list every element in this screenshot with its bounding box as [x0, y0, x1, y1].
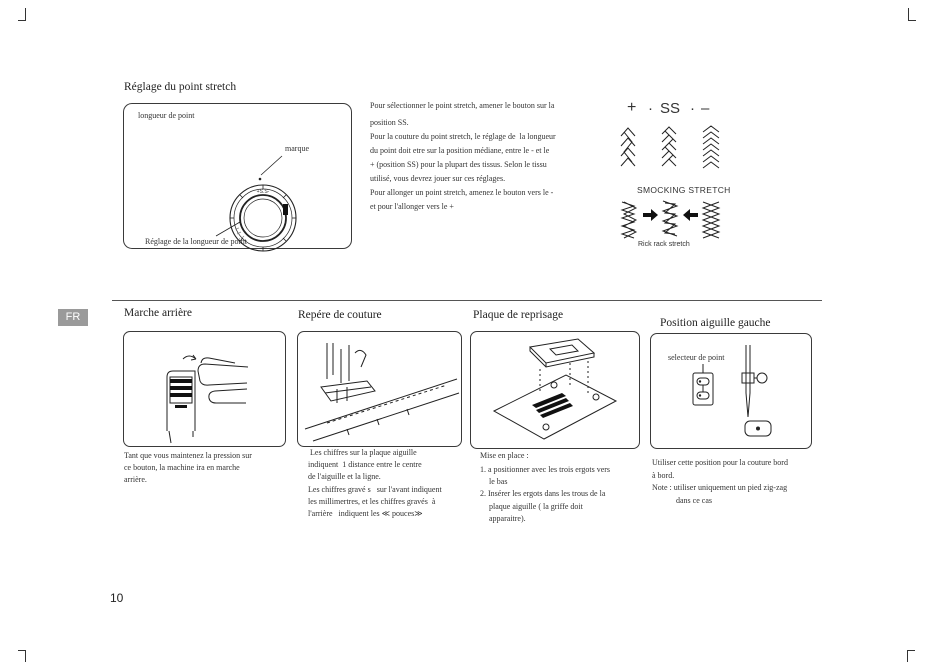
darning-plate-text-line: apparaitre). [489, 514, 526, 523]
darning-plate-figure [470, 331, 640, 449]
darning-plate-text-line: 2. Insérer les ergots dans les trous de la [480, 489, 606, 498]
feed-dog [532, 393, 573, 418]
plus-sign: + [627, 99, 637, 116]
crop-mark-top-left [25, 8, 26, 20]
minus-sign: – [701, 100, 710, 117]
left-needle-text-line: dans ce cas [676, 496, 712, 505]
stretch-paragraph-line: du point doit etre sur la position médiane, entre le - et le [370, 146, 550, 155]
label-stitch-length: longueur de point [138, 111, 195, 120]
dial-knob-center [244, 199, 282, 237]
needle-bar [327, 343, 349, 383]
rickrack-stitch-medium [663, 201, 677, 236]
thread-guide [355, 350, 366, 367]
label-mark: marque [285, 144, 309, 153]
left-needle-section-title: Position aiguille gauche [660, 317, 771, 329]
hand-middle-finger [209, 389, 247, 403]
crop-mark-bottom-left [25, 650, 26, 662]
darning-plate-text-line: Mise en place : [480, 451, 529, 460]
reverse-button-figure [123, 331, 286, 447]
presser-foot [321, 381, 375, 401]
needle-plate-hole [551, 382, 557, 388]
stretch-paragraph-line: Pour sélectionner le point stretch, amener le bouton sur la [370, 101, 555, 110]
language-tab: FR [58, 309, 88, 326]
seam-guide-text-line: les millimertres, et les chiffres gravés à [308, 497, 436, 506]
dial-mark-dot [259, 178, 262, 181]
reverse-text-line: Tant que vous maintenez la pression sur [124, 451, 252, 460]
rickrack-stitch-short [622, 202, 636, 238]
stretch-stitch-patterns [612, 122, 727, 240]
hand-index-finger [198, 364, 248, 385]
dial-knob [240, 195, 286, 241]
needle-plate-hole [593, 394, 599, 400]
smocking-stitch-short [621, 128, 635, 166]
darning-plate-slot [550, 345, 578, 355]
seam-guide-text-line: Les chiffres sur la plaque aiguille [310, 448, 417, 457]
stretch-paragraph-line: + (position SS) pour la plupart des tissus. Selon le tissu [370, 160, 547, 169]
darning-plate-text-line: plaque aiguille ( la griffe doit [489, 502, 583, 511]
crop-mark-top-right [908, 20, 916, 21]
separator-dot: · [648, 100, 653, 117]
needle-plate [494, 375, 616, 439]
left-needle-text-line: à bord. [652, 471, 675, 480]
rickrack-stretch-label: Rick rack stretch [638, 241, 690, 248]
crop-mark-top-right [908, 8, 909, 20]
page-number: 10 [110, 591, 124, 605]
stretch-paragraph-line: et pour l'allonger vers le + [370, 202, 454, 211]
rickrack-stitch-long [703, 202, 719, 238]
seam-guide-text-line: indiquent 1 distance entre le centre [308, 460, 422, 469]
dial-marking: +S.S- [256, 189, 270, 195]
darning-plate-text-line: 1. a positionner avec les trois ergots vers [480, 465, 611, 474]
seam-guide-text-line: Les chiffres gravé s sur l'avant indiquent [308, 485, 442, 494]
seam-guide-section-title: Repére de couture [298, 309, 382, 321]
darning-plate-text-line: le bas [489, 477, 508, 486]
left-needle-text-line: Note : utiliser uniquement un pied zig-zag [652, 483, 788, 492]
stretch-paragraph-line: utilisé, vous devrez jouer sur ces réglages. [370, 174, 506, 183]
ss-label: SS [660, 100, 681, 117]
seam-guide-text-line: de l'aiguille et la ligne. [308, 472, 381, 481]
stitch-length-dial-figure [123, 103, 352, 249]
hand-thumb [201, 358, 235, 363]
label-dial: Réglage de la longueur de point [145, 237, 247, 246]
smocking-stitch-long [703, 126, 719, 168]
stretch-section-title: Réglage du point stretch [124, 81, 237, 93]
stretch-paragraph-line: Pour la couture du point stretch, le réglage de la longueur [370, 132, 556, 141]
arrow-right-icon [643, 209, 658, 221]
darning-plate-section-title: Plaque de reprisage [473, 309, 564, 321]
smocking-stitch-medium [662, 127, 676, 166]
crop-mark-top-left [18, 20, 26, 21]
seam-guide-text-line: l'arrière indiquent les ≪ pouces≫ [308, 509, 423, 518]
seam-guide-figure [297, 331, 462, 447]
press-arrow [183, 355, 196, 360]
reverse-text-line: arrière. [124, 475, 147, 484]
crop-mark-bottom-right [907, 650, 908, 662]
needle-clamp [742, 373, 754, 383]
smocking-stretch-label: SMOCKING STRETCH [637, 185, 731, 195]
section-divider [112, 300, 822, 301]
leader-line-mark [261, 156, 282, 175]
stretch-paragraph-line: position SS. [370, 118, 409, 127]
stretch-paragraph-line: Pour allonger un point stretch, amenez le bouton vers le - [370, 188, 554, 197]
separator-dot: · [690, 100, 695, 117]
left-needle-figure [650, 333, 812, 449]
reverse-text-line: ce bouton, la machine ira en marche [124, 463, 240, 472]
alignment-dashed-lines [540, 361, 588, 393]
reverse-section-title: Marche arrière [124, 307, 192, 319]
crop-mark-bottom-right [907, 650, 915, 651]
needle [746, 345, 750, 417]
needle-plate-hole [543, 424, 549, 430]
dial-marker-bar [283, 204, 288, 215]
stitch-selector-label: selecteur de point [668, 353, 725, 362]
needle-clamp-screw [757, 373, 767, 383]
arrow-left-icon [683, 209, 698, 221]
left-needle-text-line: Utiliser cette position pour la couture bord [652, 458, 788, 467]
